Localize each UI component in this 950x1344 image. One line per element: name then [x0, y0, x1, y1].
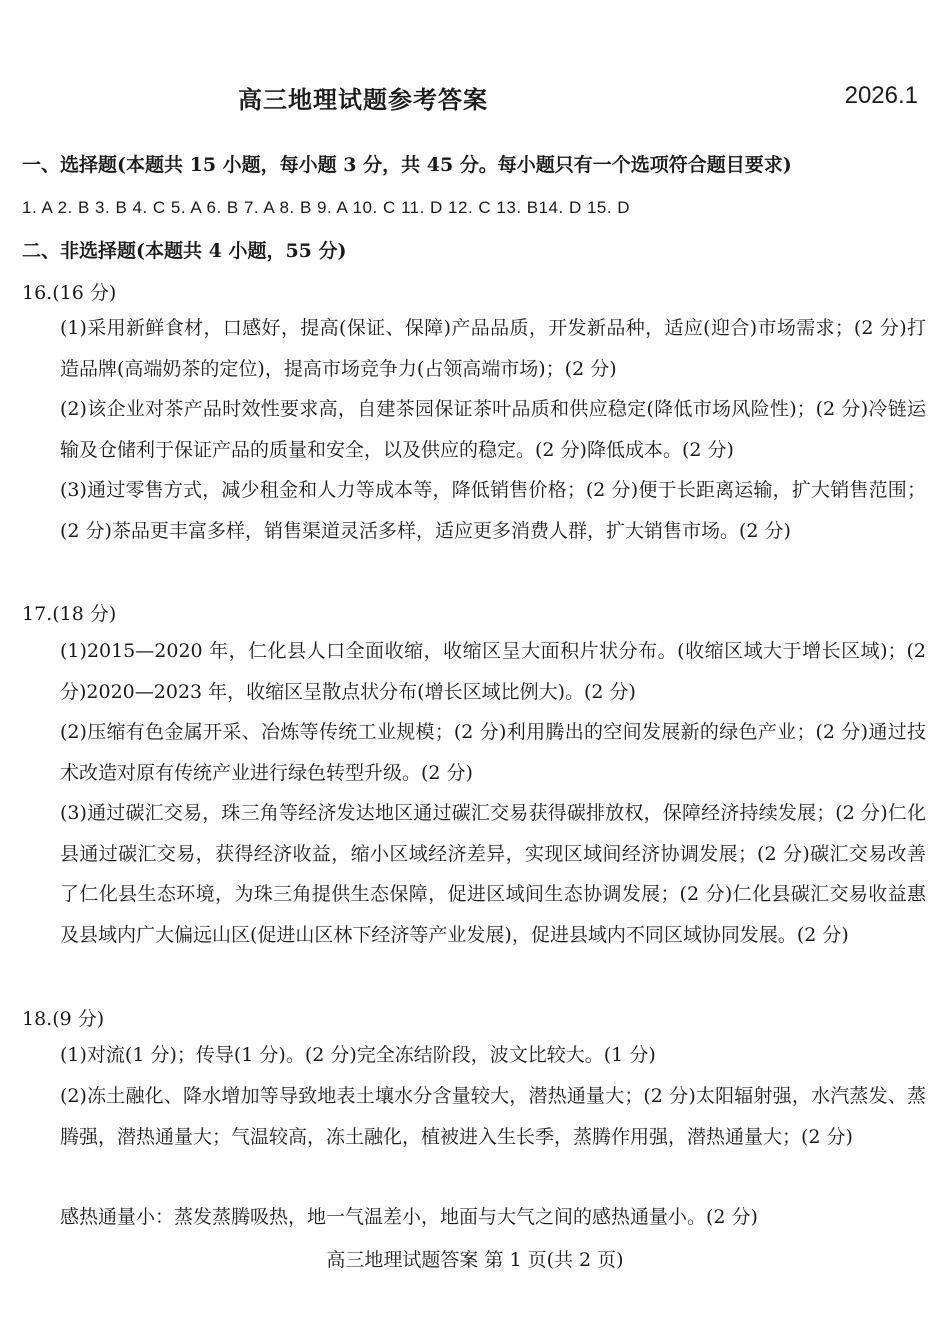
- page-title: 高三地理试题参考答案: [238, 85, 488, 114]
- q16-answer-1: (1)采用新鲜食材，口感好，提高(保证、保障)产品品质，开发新品种，适应(迎合)市场需求；(2 分)打造品牌(高端奶茶的定位)，提高市场竞争力(占领高端市场)；(2 分): [60, 317, 926, 380]
- q18-answer-1: (1)对流(1 分)；传导(1 分)。(2 分)完全冻结阶段，波文比较大。(1 分): [60, 1044, 656, 1066]
- question-16-label: 16.(16 分): [22, 282, 117, 304]
- q18-answer-2: (2)冻土融化、降水增加等导致地表土壤水分含量较大，潜热通量大；(2 分)太阳辐射强，水汽蒸发、蒸腾强，潜热通量大；气温较高，冻土融化，植被进入生长季，蒸腾作用强，潜热通量大；(2 分): [60, 1085, 926, 1148]
- q16-answer-2: (2)该企业对茶产品时效性要求高，自建茶园保证茶叶品质和供应稳定(降低市场风险性)；(2 分)冷链运输及仓储利于保证产品的质量和安全，以及供应的稳定。(2 分)降低成本。(2 分): [60, 398, 926, 461]
- q17-answer-2: (2)压缩有色金属开采、冶炼等传统工业规模；(2 分)利用腾出的空间发展新的绿色产业；(2 分)通过技术改造对原有传统产业进行绿色转型升级。(2 分): [60, 721, 926, 784]
- q17-answer-1: (1)2015—2020 年，仁化县人口全面收缩，收缩区呈大面积片状分布。(收缩区域大于增长区域)；(2 分)2020—2023 年，收缩区呈散点状分布(增长区域比例大)。(2 分): [60, 640, 926, 703]
- question-18-label: 18.(9 分): [22, 1008, 105, 1030]
- q16-answer-3: (3)通过零售方式，减少租金和人力等成本等，降低销售价格；(2 分)便于长距离运输，扩大销售范围；(2 分)茶品更丰富多样，销售渠道灵活多样，适应更多消费人群，扩大销售市场。(2 分): [60, 479, 926, 542]
- exam-date: 2026.1: [844, 82, 918, 109]
- page-footer: 高三地理试题答案 第 1 页(共 2 页): [326, 1249, 624, 1271]
- section-heading-nonchoice: 二、非选择题(本题共 4 小题，55 分): [22, 240, 347, 262]
- section-heading-choice: 一、选择题(本题共 15 小题，每小题 3 分，共 45 分。每小题只有一个选项符合题目要求): [22, 154, 792, 176]
- q17-answer-3: (3)通过碳汇交易，珠三角等经济发达地区通过碳汇交易获得碳排放权，保障经济持续发展；(2 分)仁化县通过碳汇交易，获得经济收益，缩小区域经济差异，实现区域间经济协调发展；(2 分)碳汇交易改善了仁化县生态环境，为珠三角提供生态保障，促进区域间生态协调发展；(2 分)仁化县碳汇交易收益惠及县域内广大偏远山区(促进山区林下经济等产业发展)，促进县域内不同区域协同发展。(2 分): [60, 802, 926, 946]
- choice-answers: 1. A 2. B 3. B 4. C 5. A 6. B 7. A 8. B 9. A 10. C 11. D 12. C 13. B14. D 15. D: [22, 198, 631, 217]
- q18-answer-3: 感热通量小：蒸发蒸腾吸热，地一气温差小，地面与大气之间的感热通量小。(2 分): [60, 1206, 758, 1228]
- question-17-label: 17.(18 分): [22, 603, 117, 625]
